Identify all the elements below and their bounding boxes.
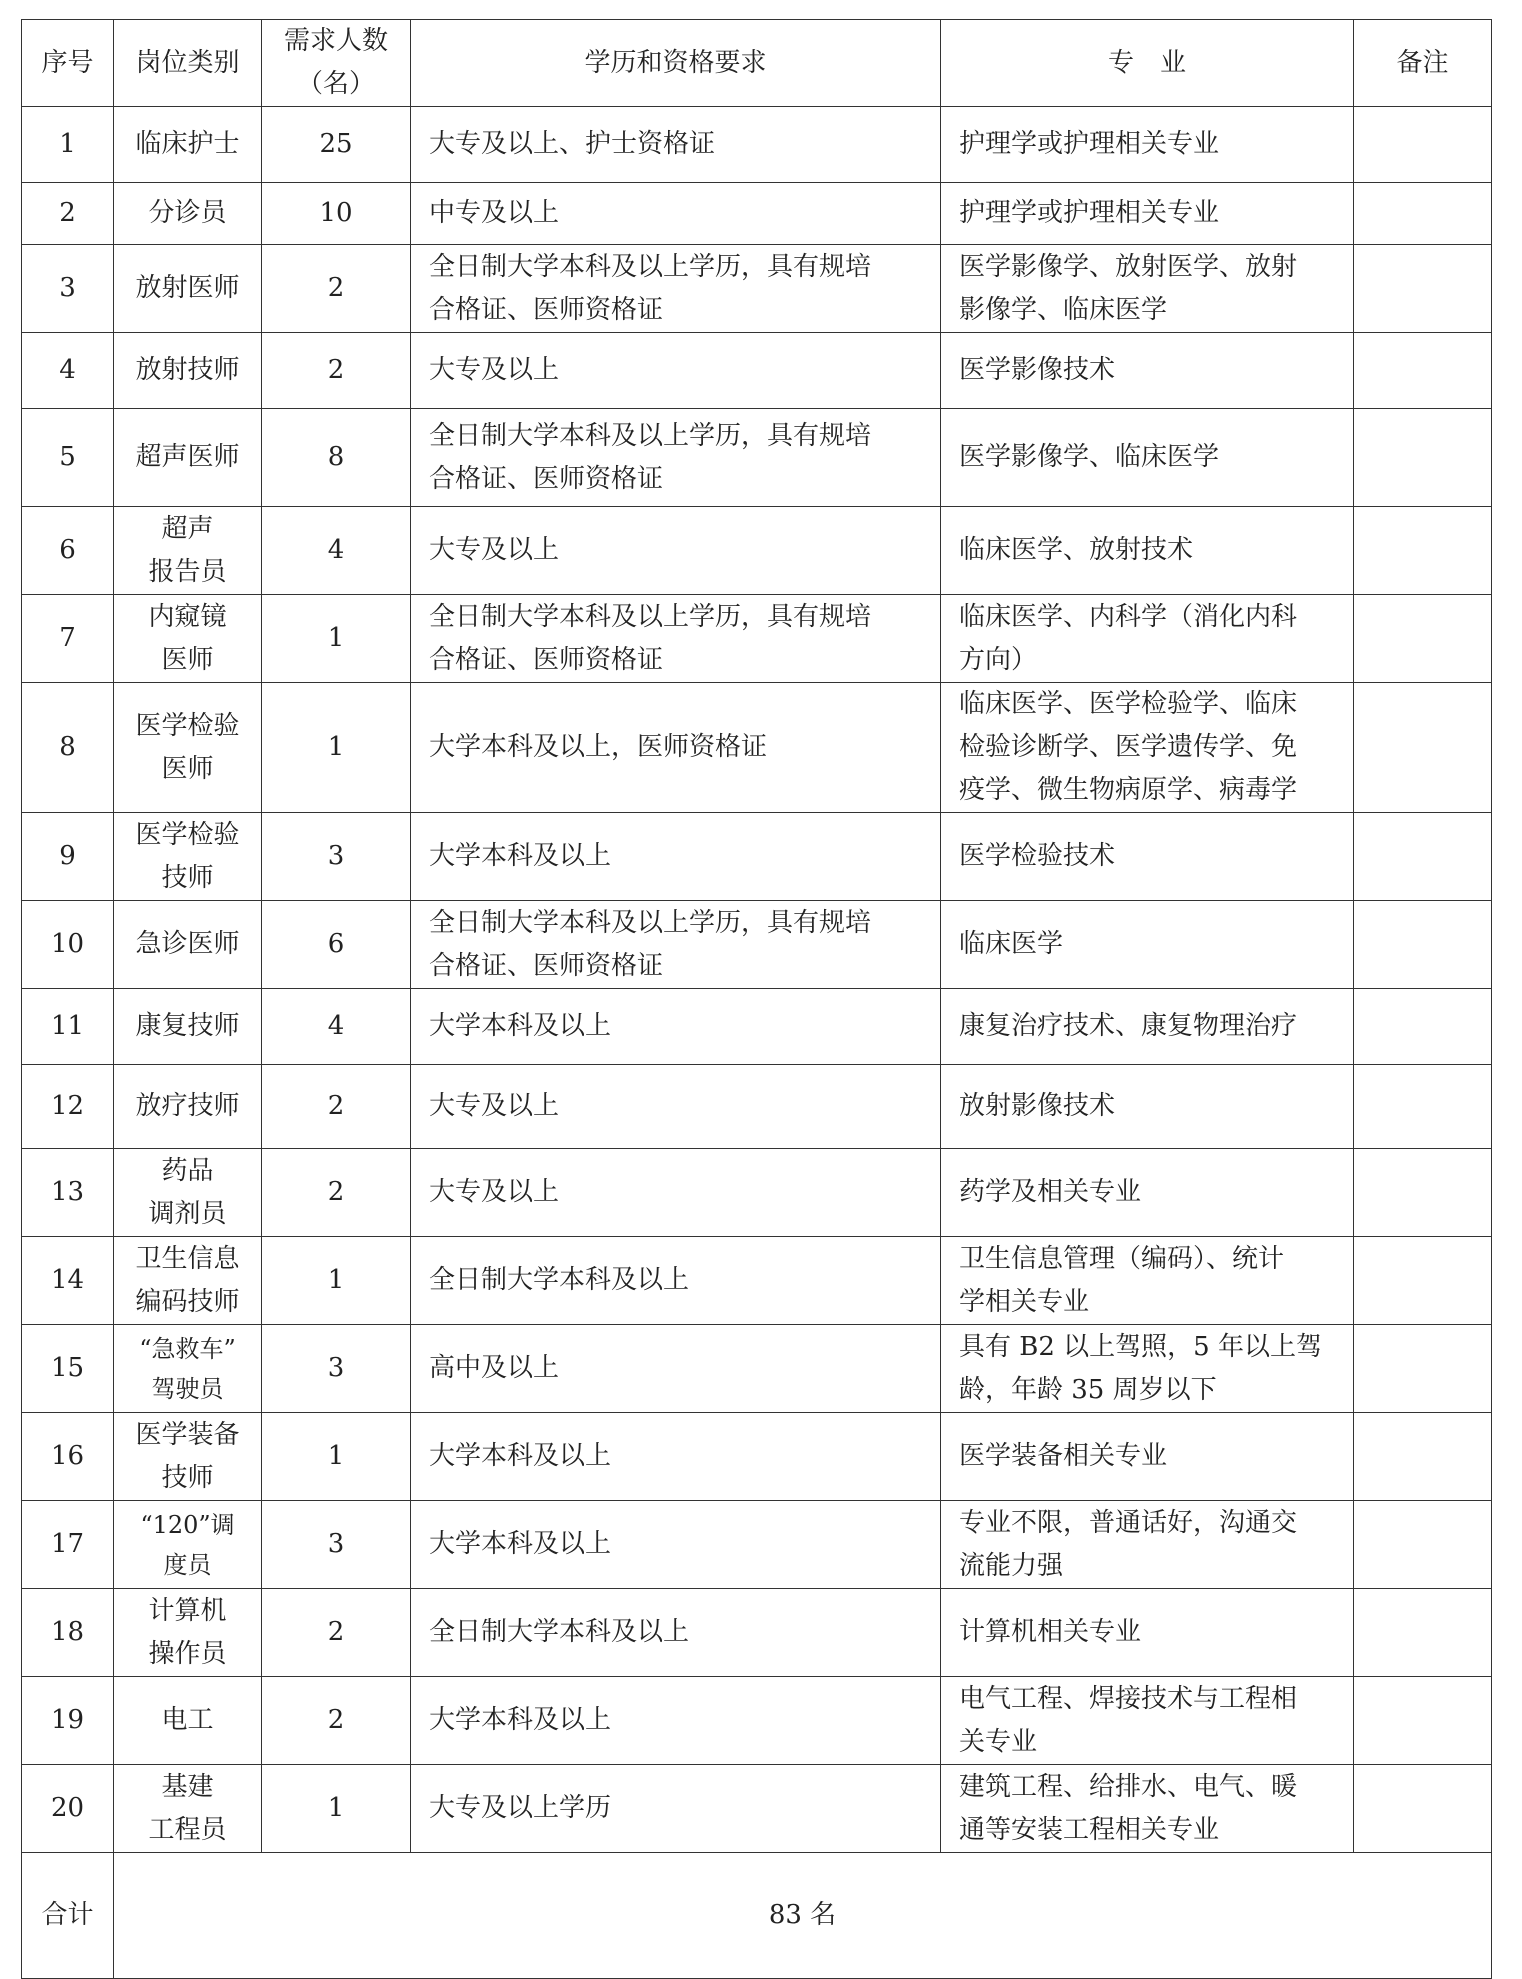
cell-no: 12 — [22, 1065, 114, 1149]
cell-count: 1 — [262, 1237, 411, 1325]
cell-category — [114, 333, 262, 409]
header-count-line2: （名） — [296, 69, 375, 99]
header-count-line1: 需求人数 — [283, 26, 388, 56]
cell-category — [114, 683, 262, 813]
header-no: 序号 — [22, 20, 114, 107]
cell-requirement-line: 合格证、医师资格证 — [429, 463, 664, 494]
cell-requirement-line: 全日制大学本科及以上学历，具有规培 — [429, 907, 872, 938]
cell-major-line: 电气工程、焊接技术与工程相 — [959, 1683, 1298, 1714]
cell-requirement-line: 全日制大学本科及以上 — [429, 1265, 690, 1295]
cell-category-line: 医学检验 — [135, 819, 240, 850]
cell-count: 2 — [262, 1589, 411, 1677]
cell-requirement-line: 大专及以上、护士资格证 — [429, 129, 716, 159]
cell-requirement-line: 大专及以上 — [429, 1177, 560, 1207]
cell-major — [941, 595, 1354, 683]
cell-no: 17 — [22, 1501, 114, 1589]
cell-requirement-line: 中专及以上 — [429, 198, 560, 228]
table-row — [22, 683, 1492, 813]
cell-major — [941, 1065, 1354, 1149]
cell-category-line: 驾驶员 — [151, 1374, 224, 1403]
cell-major — [941, 901, 1354, 989]
cell-count: 2 — [262, 1677, 411, 1765]
cell-requirement-line: 合格证、医师资格证 — [429, 294, 664, 325]
cell-major — [941, 183, 1354, 245]
cell-major — [941, 333, 1354, 409]
cell-category — [114, 1149, 262, 1237]
cell-category-line: 医师 — [161, 753, 214, 784]
cell-requirement — [411, 1149, 941, 1237]
cell-category — [114, 1677, 262, 1765]
cell-major-line: 放射影像技术 — [959, 1091, 1116, 1121]
cell-category-line: 操作员 — [148, 1638, 227, 1669]
cell-count: 3 — [262, 813, 411, 901]
cell-requirement-line: 大学本科及以上 — [429, 1011, 612, 1041]
cell-category — [114, 1413, 262, 1501]
cell-category-line: 卫生信息 — [135, 1243, 240, 1274]
cell-major-line: 医学影像学、临床医学 — [959, 442, 1220, 472]
cell-requirement-line: 合格证、医师资格证 — [429, 950, 664, 981]
cell-category — [114, 1237, 262, 1325]
cell-requirement-line: 合格证、医师资格证 — [429, 644, 664, 675]
cell-category-line: 放射医师 — [135, 273, 240, 303]
cell-requirement-line: 全日制大学本科及以上学历，具有规培 — [429, 251, 872, 282]
cell-requirement — [411, 1765, 941, 1853]
table-row — [22, 333, 1492, 409]
cell-major-line: 流能力强 — [959, 1550, 1064, 1581]
cell-category-line: 编码技师 — [135, 1286, 240, 1317]
table-body — [22, 107, 1492, 1853]
cell-count: 1 — [262, 1765, 411, 1853]
cell-requirement-line: 大专及以上 — [429, 355, 560, 385]
cell-requirement — [411, 183, 941, 245]
cell-major-line: 康复治疗技术、康复物理治疗 — [959, 1011, 1298, 1041]
cell-category-line: 度员 — [163, 1550, 212, 1579]
cell-major-line: 医学影像学、放射医学、放射 — [959, 251, 1298, 282]
total-value: 83 名 — [114, 1853, 1492, 1979]
cell-count: 2 — [262, 1149, 411, 1237]
cell-category-line: 工程员 — [148, 1814, 227, 1845]
cell-major — [941, 1237, 1354, 1325]
cell-count: 10 — [262, 183, 411, 245]
cell-count: 4 — [262, 989, 411, 1065]
cell-major — [941, 1149, 1354, 1237]
cell-category-line: 报告员 — [148, 556, 227, 587]
cell-requirement-line: 全日制大学本科及以上学历，具有规培 — [429, 420, 872, 451]
table-row — [22, 507, 1492, 595]
cell-major-line: 临床医学、医学检验学、临床 — [959, 689, 1298, 719]
table-row — [22, 1149, 1492, 1237]
table-row — [22, 1501, 1492, 1589]
cell-category-line: 放疗技师 — [135, 1091, 240, 1121]
cell-category-line: 电工 — [161, 1705, 214, 1735]
table-row — [22, 813, 1492, 901]
table-row — [22, 595, 1492, 683]
cell-count: 2 — [262, 245, 411, 333]
cell-requirement — [411, 1325, 941, 1413]
cell-note — [1354, 333, 1492, 409]
cell-no: 18 — [22, 1589, 114, 1677]
cell-count: 8 — [262, 409, 411, 507]
cell-no: 11 — [22, 989, 114, 1065]
cell-count: 6 — [262, 901, 411, 989]
table-row — [22, 245, 1492, 333]
cell-note — [1354, 1149, 1492, 1237]
cell-requirement-line: 大学本科及以上，医师资格证 — [429, 732, 768, 762]
header-note: 备注 — [1354, 20, 1492, 107]
cell-no: 5 — [22, 409, 114, 507]
cell-category-line: 内窥镜 — [148, 601, 227, 632]
cell-category-line: 超声医师 — [135, 442, 240, 472]
cell-major-line: 医学检验技术 — [959, 841, 1116, 871]
cell-category-line: 技师 — [161, 862, 214, 893]
cell-major-line: 医学影像技术 — [959, 355, 1116, 385]
table-row — [22, 1325, 1492, 1413]
cell-major-line: 龄，年龄 35 周岁以下 — [959, 1374, 1217, 1405]
cell-category-line: 调剂员 — [148, 1198, 227, 1229]
cell-category — [114, 107, 262, 183]
cell-requirement — [411, 595, 941, 683]
cell-major-line: 临床医学 — [959, 929, 1064, 959]
cell-count: 1 — [262, 595, 411, 683]
cell-major-line: 药学及相关专业 — [959, 1177, 1142, 1207]
cell-major-line: 计算机相关专业 — [959, 1617, 1142, 1647]
cell-requirement-line: 大专及以上学历 — [429, 1793, 612, 1823]
cell-note — [1354, 1677, 1492, 1765]
cell-note — [1354, 1237, 1492, 1325]
cell-major-line: 影像学、临床医学 — [959, 294, 1168, 325]
cell-major-line: 检验诊断学、医学遗传学、免 — [959, 732, 1298, 762]
cell-category-line: 医师 — [161, 644, 214, 675]
cell-requirement-line: 大学本科及以上 — [429, 1705, 612, 1735]
cell-category — [114, 1765, 262, 1853]
cell-no: 1 — [22, 107, 114, 183]
cell-major-line: 具有 B2 以上驾照，5 年以上驾 — [959, 1331, 1322, 1362]
cell-note — [1354, 107, 1492, 183]
table-row — [22, 409, 1492, 507]
cell-note — [1354, 1325, 1492, 1413]
cell-note — [1354, 409, 1492, 507]
cell-category-line: 药品 — [161, 1155, 214, 1186]
cell-no: 4 — [22, 333, 114, 409]
table-row — [22, 183, 1492, 245]
cell-category-line: 临床护士 — [135, 129, 240, 159]
cell-category — [114, 183, 262, 245]
cell-count: 2 — [262, 333, 411, 409]
cell-category — [114, 595, 262, 683]
table-row — [22, 1677, 1492, 1765]
cell-requirement-line: 全日制大学本科及以上 — [429, 1617, 690, 1647]
cell-major-line: 建筑工程、给排水、电气、暖 — [959, 1771, 1298, 1802]
cell-major — [941, 1325, 1354, 1413]
cell-requirement — [411, 901, 941, 989]
cell-note — [1354, 507, 1492, 595]
cell-category — [114, 901, 262, 989]
cell-major-line: 疫学、微生物病原学、病毒学 — [959, 775, 1298, 805]
total-row — [22, 1853, 1492, 1979]
table-row — [22, 1765, 1492, 1853]
cell-category-line: 技师 — [161, 1462, 214, 1493]
cell-major-line: 护理学或护理相关专业 — [959, 129, 1220, 159]
cell-requirement-line: 大学本科及以上 — [429, 1441, 612, 1471]
cell-requirement — [411, 507, 941, 595]
cell-major-line: 关专业 — [959, 1726, 1038, 1757]
cell-category-line: 基建 — [161, 1771, 214, 1802]
cell-category — [114, 245, 262, 333]
cell-requirement — [411, 683, 941, 813]
cell-category-line: 康复技师 — [135, 1011, 240, 1041]
cell-category-line: “120”调 — [140, 1510, 235, 1539]
cell-category — [114, 989, 262, 1065]
cell-category-line: 医学检验 — [135, 710, 240, 741]
cell-major-line: 通等安装工程相关专业 — [959, 1814, 1220, 1845]
cell-note — [1354, 901, 1492, 989]
cell-major — [941, 1589, 1354, 1677]
cell-no: 19 — [22, 1677, 114, 1765]
cell-requirement-line: 大专及以上 — [429, 535, 560, 565]
cell-requirement — [411, 1065, 941, 1149]
cell-count: 2 — [262, 1065, 411, 1149]
cell-requirement — [411, 409, 941, 507]
total-label: 合计 — [22, 1853, 114, 1979]
header-row — [22, 20, 1492, 107]
cell-count: 25 — [262, 107, 411, 183]
cell-requirement — [411, 989, 941, 1065]
cell-category — [114, 1501, 262, 1589]
cell-major — [941, 813, 1354, 901]
cell-major — [941, 1765, 1354, 1853]
cell-note — [1354, 183, 1492, 245]
cell-no: 3 — [22, 245, 114, 333]
table-row — [22, 901, 1492, 989]
cell-category-line: 急诊医师 — [135, 929, 240, 959]
cell-category-line: 放射技师 — [135, 355, 240, 385]
header-category: 岗位类别 — [114, 20, 262, 107]
cell-note — [1354, 1501, 1492, 1589]
table-row — [22, 1413, 1492, 1501]
cell-count: 3 — [262, 1501, 411, 1589]
header-major: 专 业 — [941, 20, 1354, 107]
header-requirement: 学历和资格要求 — [411, 20, 941, 107]
table-row — [22, 1237, 1492, 1325]
cell-count: 1 — [262, 683, 411, 813]
cell-category-line: 超声 — [161, 513, 214, 544]
cell-note — [1354, 683, 1492, 813]
cell-note — [1354, 1765, 1492, 1853]
cell-requirement-line: 高中及以上 — [429, 1353, 560, 1383]
cell-category — [114, 409, 262, 507]
cell-major-line: 医学装备相关专业 — [959, 1441, 1168, 1471]
cell-no: 14 — [22, 1237, 114, 1325]
cell-major-line: 学相关专业 — [959, 1286, 1090, 1317]
cell-note — [1354, 989, 1492, 1065]
cell-requirement-line: 大学本科及以上 — [429, 841, 612, 871]
cell-category-line: 分诊员 — [148, 198, 227, 228]
cell-major — [941, 107, 1354, 183]
cell-requirement — [411, 1413, 941, 1501]
cell-major — [941, 1413, 1354, 1501]
cell-no: 2 — [22, 183, 114, 245]
recruitment-table — [21, 19, 1492, 1979]
cell-note — [1354, 1413, 1492, 1501]
cell-category — [114, 1589, 262, 1677]
cell-requirement — [411, 245, 941, 333]
cell-requirement — [411, 1237, 941, 1325]
cell-category-line: 医学装备 — [135, 1419, 240, 1450]
cell-note — [1354, 1589, 1492, 1677]
cell-major — [941, 507, 1354, 595]
cell-no: 16 — [22, 1413, 114, 1501]
cell-count: 3 — [262, 1325, 411, 1413]
cell-no: 15 — [22, 1325, 114, 1413]
cell-major-line: 专业不限，普通话好，沟通交 — [959, 1507, 1298, 1538]
cell-major — [941, 989, 1354, 1065]
cell-category — [114, 1325, 262, 1413]
cell-major-line: 卫生信息管理（编码）、统计 — [959, 1243, 1285, 1274]
cell-requirement-line: 全日制大学本科及以上学历，具有规培 — [429, 601, 872, 632]
cell-note — [1354, 813, 1492, 901]
cell-requirement-line: 大学本科及以上 — [429, 1529, 612, 1559]
cell-requirement — [411, 1677, 941, 1765]
table-row — [22, 1065, 1492, 1149]
cell-no: 20 — [22, 1765, 114, 1853]
cell-category — [114, 1065, 262, 1149]
cell-major — [941, 409, 1354, 507]
cell-note — [1354, 595, 1492, 683]
cell-requirement — [411, 1501, 941, 1589]
cell-major-line: 方向） — [959, 644, 1038, 675]
cell-note — [1354, 245, 1492, 333]
cell-major — [941, 1677, 1354, 1765]
cell-requirement — [411, 107, 941, 183]
table-row — [22, 1589, 1492, 1677]
cell-no: 7 — [22, 595, 114, 683]
cell-no: 9 — [22, 813, 114, 901]
cell-requirement — [411, 1589, 941, 1677]
cell-major-line: 临床医学、放射技术 — [959, 535, 1194, 565]
header-count — [262, 20, 411, 107]
table-row — [22, 107, 1492, 183]
cell-major — [941, 1501, 1354, 1589]
cell-major-line: 临床医学、内科学（消化内科 — [959, 601, 1298, 632]
cell-no: 13 — [22, 1149, 114, 1237]
cell-category-line: “急救车” — [139, 1334, 236, 1363]
cell-no: 6 — [22, 507, 114, 595]
cell-major — [941, 683, 1354, 813]
cell-no: 10 — [22, 901, 114, 989]
cell-major-line: 护理学或护理相关专业 — [959, 198, 1220, 228]
table-row — [22, 989, 1492, 1065]
cell-note — [1354, 1065, 1492, 1149]
cell-category — [114, 507, 262, 595]
cell-count: 4 — [262, 507, 411, 595]
cell-requirement-line: 大专及以上 — [429, 1091, 560, 1121]
cell-no: 8 — [22, 683, 114, 813]
cell-category-line: 计算机 — [148, 1595, 227, 1626]
cell-requirement — [411, 333, 941, 409]
cell-category — [114, 813, 262, 901]
cell-requirement — [411, 813, 941, 901]
cell-major — [941, 245, 1354, 333]
cell-count: 1 — [262, 1413, 411, 1501]
